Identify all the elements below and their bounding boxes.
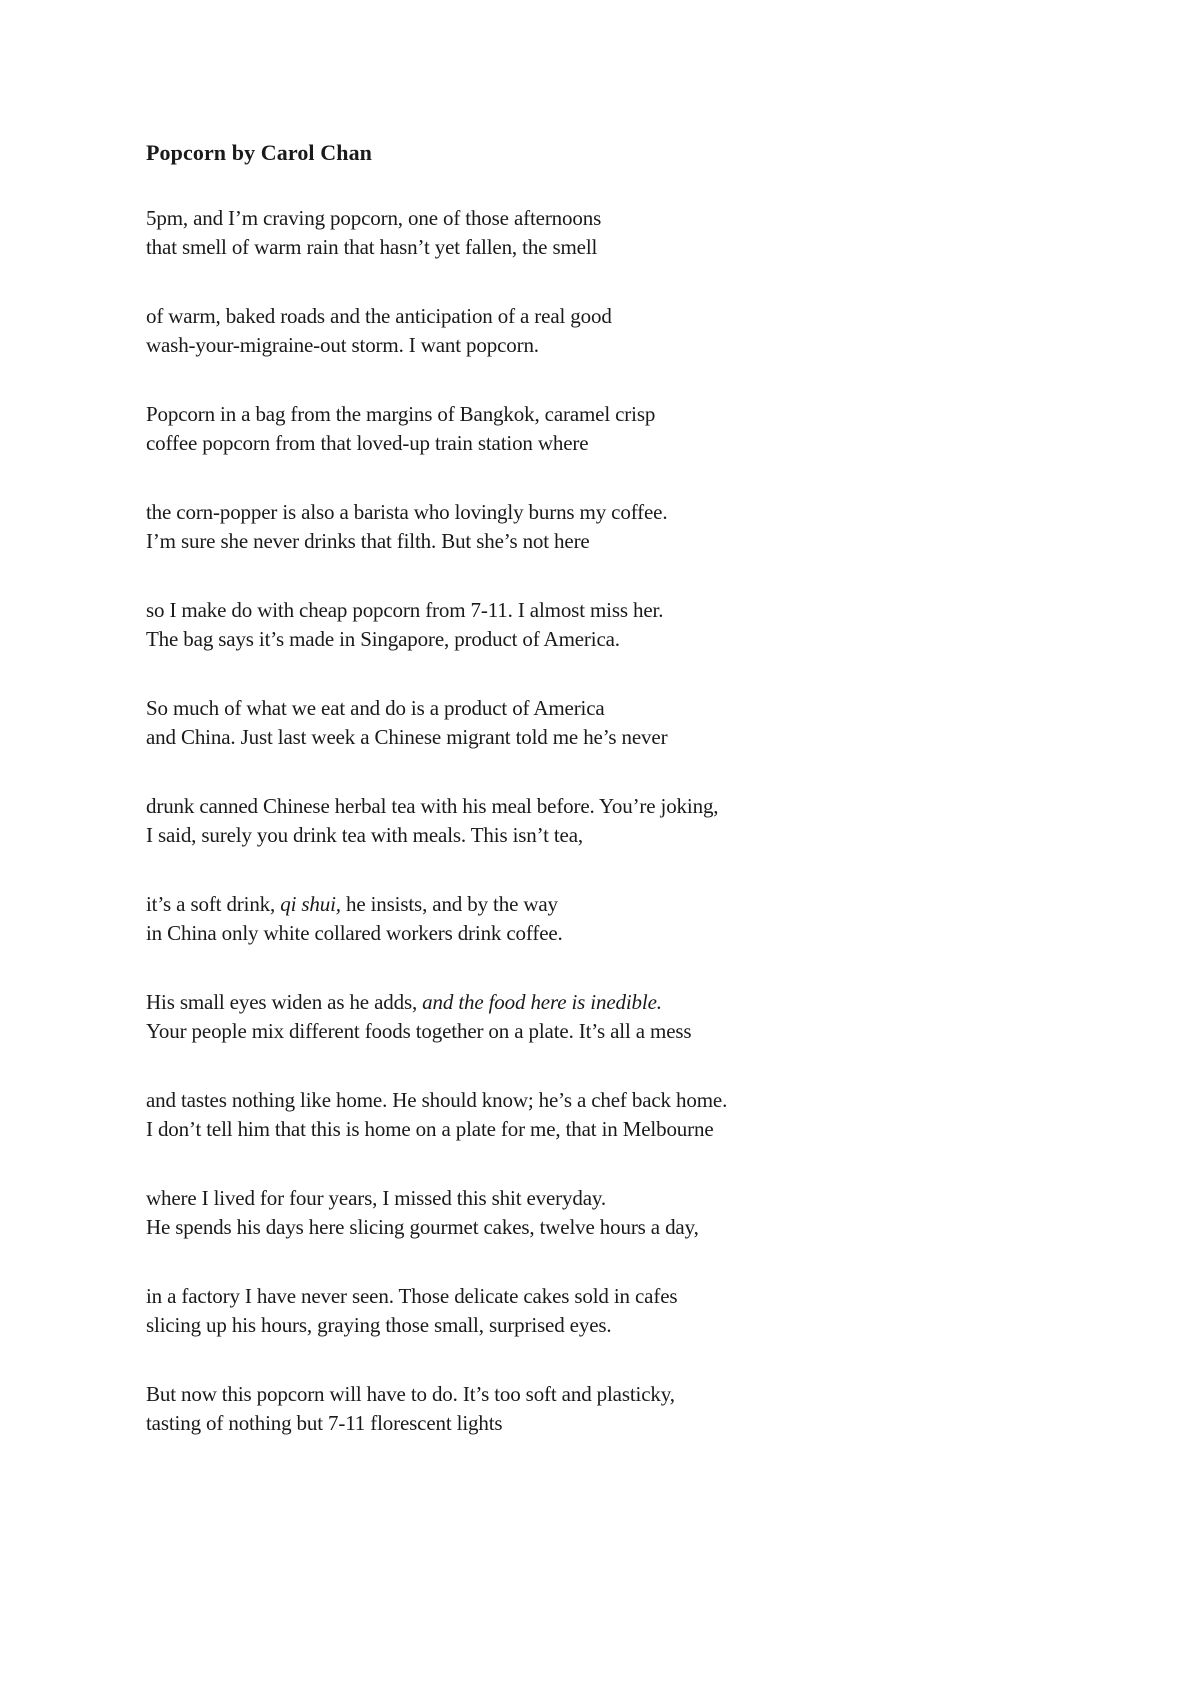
poem-line: and tastes nothing like home. He should know; he’s a chef back home. — [146, 1088, 728, 1112]
stanza-8 — [146, 890, 1126, 948]
poem-line: of warm, baked roads and the anticipation of a real good — [146, 304, 612, 328]
poem-line — [146, 890, 1126, 919]
poem-line: the corn-popper is also a barista who lovingly burns my coffee. — [146, 500, 668, 524]
italic-phrase: qi shui, — [280, 892, 341, 916]
line-text: it’s a soft drink, — [146, 892, 281, 916]
poem-line: and China. Just last week a Chinese migrant told me he’s never — [146, 725, 668, 749]
poem-line: slicing up his hours, graying those small, surprised eyes. — [146, 1313, 612, 1337]
poem-line: in a factory I have never seen. Those delicate cakes sold in cafes — [146, 1284, 678, 1308]
poem-line: I said, surely you drink tea with meals. This isn’t tea, — [146, 823, 583, 847]
italic-phrase: and the food here is inedible. — [422, 990, 662, 1014]
poem-line: I don’t tell him that this is home on a plate for me, that in Melbourne — [146, 1117, 714, 1141]
poem-line: in China only white collared workers drink coffee. — [146, 921, 563, 945]
poem-line — [146, 988, 1126, 1017]
line-text: His small eyes widen as he adds, — [146, 990, 423, 1014]
stanza-4 — [146, 498, 1126, 556]
stanza-12 — [146, 1282, 1126, 1340]
poem-line: Popcorn in a bag from the margins of Bangkok, caramel crisp — [146, 402, 656, 426]
stanza-5 — [146, 596, 1126, 654]
poem-line: so I make do with cheap popcorn from 7-11. I almost miss her. — [146, 598, 664, 622]
poem-line: But now this popcorn will have to do. It’s too soft and plasticky, — [146, 1382, 675, 1406]
stanza-11 — [146, 1184, 1126, 1242]
poem-line: Your people mix different foods together on a plate. It’s all a mess — [146, 1019, 692, 1043]
stanza-13 — [146, 1380, 1126, 1438]
poem-page — [146, 142, 1126, 1478]
poem-title: Popcorn by Carol Chan — [146, 140, 372, 165]
stanza-2 — [146, 302, 1126, 360]
stanza-3 — [146, 400, 1126, 458]
poem-line: 5pm, and I’m craving popcorn, one of those afternoons — [146, 206, 602, 230]
poem-line: drunk canned Chinese herbal tea with his meal before. You’re joking, — [146, 794, 719, 818]
stanza-1 — [146, 204, 1126, 262]
poem-line: wash-your-migraine-out storm. I want popcorn. — [146, 333, 539, 357]
stanza-9 — [146, 988, 1126, 1046]
stanza-6 — [146, 694, 1126, 752]
poem-line: where I lived for four years, I missed this shit everyday. — [146, 1186, 606, 1210]
poem-line: The bag says it’s made in Singapore, product of America. — [146, 627, 620, 651]
poem-line: So much of what we eat and do is a product of America — [146, 696, 605, 720]
stanza-7 — [146, 792, 1126, 850]
poem-line: coffee popcorn from that loved-up train station where — [146, 431, 589, 455]
poem-line: tasting of nothing but 7-11 florescent lights — [146, 1411, 503, 1435]
stanza-10 — [146, 1086, 1126, 1144]
poem-line: He spends his days here slicing gourmet cakes, twelve hours a day, — [146, 1215, 699, 1239]
poem-line: that smell of warm rain that hasn’t yet fallen, the smell — [146, 235, 598, 259]
poem-line: I’m sure she never drinks that filth. But she’s not here — [146, 529, 590, 553]
line-text: he insists, and by the way — [340, 892, 558, 916]
